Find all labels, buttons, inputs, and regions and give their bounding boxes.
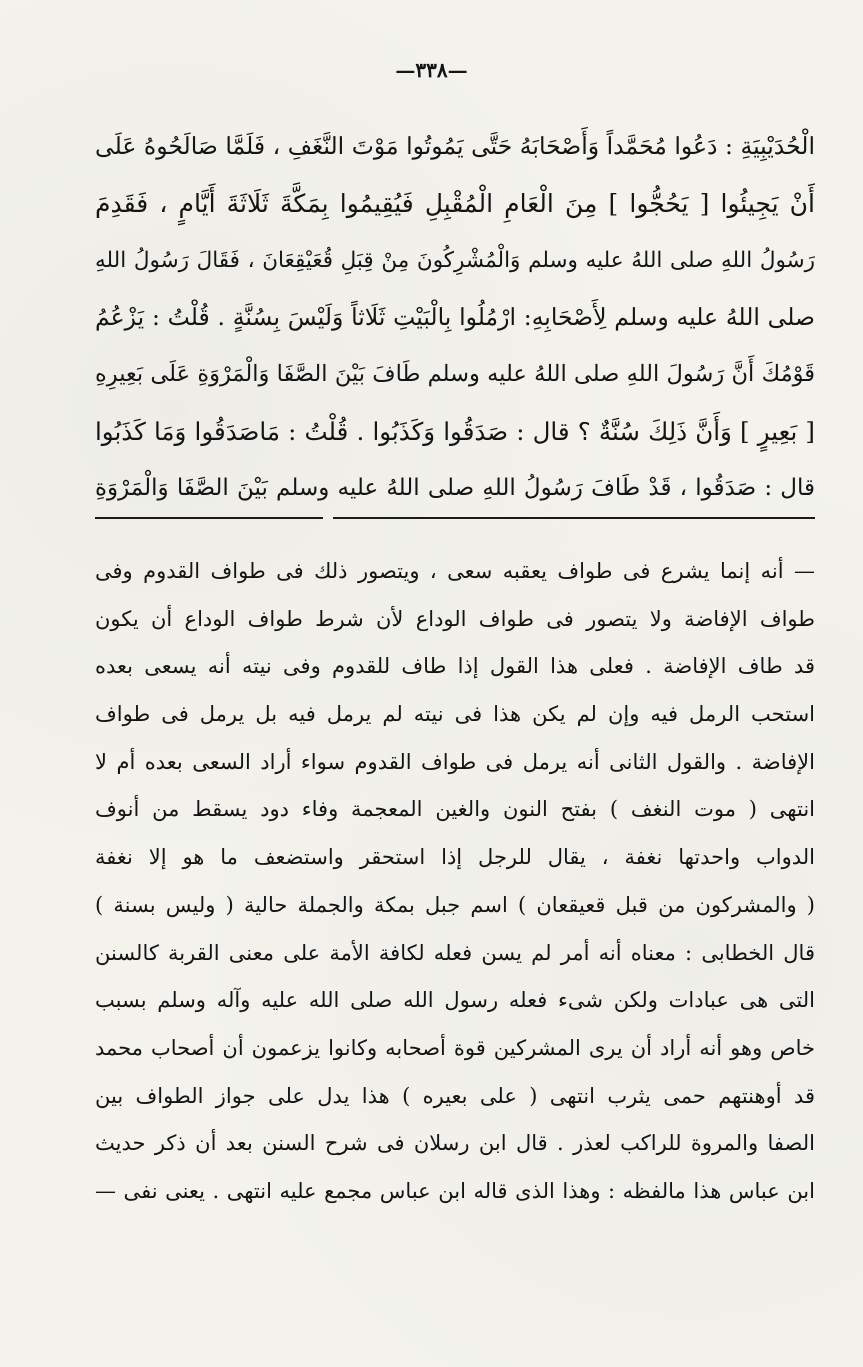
footnote-line: قد طاف الإفاضة . فعلى هذا القول إذا طاف للقدوم وفى نيته أنه يسعى بعده	[95, 654, 815, 679]
footnote-line: الصفا والمروة للراكب لعذر . قال ابن رسلان فى شرح السنن بعد أن ذكر حديث	[95, 1131, 815, 1156]
page-number: —٣٣٨—	[395, 58, 468, 82]
footnote-divider	[95, 517, 815, 519]
footnote-line: طواف الإفاضة ولا يتصور فى طواف الوداع لأن شرط طواف الوداع أن يكون	[95, 606, 815, 631]
main-text-line: [ بَعِيرٍ ] وَأَنَّ ذَلِكَ سُنَّةٌ ؟ قال : صَدَقُوا وَكَذَبُوا . قُلْتُ : مَاصَدَقُوا وَمَا كَذَبُوا	[95, 417, 815, 446]
footnotes-block	[95, 548, 815, 1216]
main-text-line: أَنْ يَجِيئُوا [ يَحُجُّوا ] مِنَ الْعَامِ الْمُقْبِلِ فَيُقِيمُوا بِمَكَّةَ ثَلَاثَةَ أَيَّامٍ ، فَقَدِمَ	[95, 189, 815, 218]
main-text-line: قَوْمُكَ أَنَّ رَسُولَ اللهِ صلى اللهُ عليه وسلم طَافَ بَيْنَ الصَّفَا وَالْمَرْوَةِ عَلَى بَعِيرِهِ	[95, 361, 815, 387]
footnote-line: قد أوهنتهم حمى يثرب انتهى ( على بعيره ) هذا يدل على جواز الطواف بين	[95, 1083, 815, 1108]
main-text-block	[95, 118, 815, 517]
main-text-line: رَسُولُ اللهِ صلى اللهُ عليه وسلم وَالْمُشْرِكُونَ مِنْ قِبَلِ قُعَيْقِعَانَ ، فَقَالَ رَسُولُ اللهِ	[95, 248, 815, 273]
divider-segment-right	[333, 517, 815, 519]
divider-segment-left	[95, 517, 323, 519]
footnote-line: الإفاضة . والقول الثانى أنه يرمل فى طواف القدوم سواء أراد السعى بعده أم لا	[95, 749, 815, 774]
footnote-line: استحب الرمل فيه وإن لم يكن هذا فى نيته لم يرمل فيه بل يرمل فى طواف	[95, 702, 815, 727]
main-text-line: الْحُدَيْبِيَةِ : دَعُوا مُحَمَّداً وَأَصْحَابَهُ حَتَّى يَمُوتُوا مَوْتَ النَّغَفِ ، فَلَمَّا صَالَحُوهُ عَلَى	[95, 132, 815, 160]
footnote-line: ابن عباس هذا مالفظه : وهذا الذى قاله ابن عباس مجمع عليه انتهى . يعنى نفى —	[95, 1178, 815, 1203]
footnote-line: قال الخطابى : معناه أنه أمر لم يسن فعله لكافة الأمة على معنى القربة كالسنن	[95, 940, 815, 965]
main-text-line: قال : صَدَقُوا ، قَدْ طَافَ رَسُولُ اللهِ صلى اللهُ عليه وسلم بَيْنَ الصَّفَا وَالْمَرْوَةِ	[95, 475, 815, 501]
footnote-line: — أنه إنما يشرع فى طواف يعقبه سعى ، ويتصور ذلك فى طواف القدوم وفى	[95, 559, 815, 583]
main-text-line: صلى اللهُ عليه وسلم لِأَصْحَابِهِ: ارْمُلُوا بِالْبَيْتِ ثَلَاثاً وَلَيْسَ بِسُنَّةٍ . قُلْتُ : يَزْعُمُ	[95, 303, 815, 331]
footnote-line: ( والمشركون من قبل قعيقعان ) اسم جبل بمكة والجملة حالية ( وليس بسنة )	[95, 892, 815, 917]
footnote-line: الدواب واحدتها نغفة ، يقال للرجل إذا استحقر واستضعف ما هو إلا نغفة	[95, 845, 815, 870]
footnote-line: انتهى ( موت النغف ) بفتح النون والغين المعجمة وفاء دود يسقط من أنوف	[95, 797, 815, 822]
footnote-line: خاص وهو أنه أراد أن يرى المشركين قوة أصحابه وكانوا يزعمون أن أصحاب محمد	[95, 1035, 815, 1060]
footnote-line: التى هى عبادات ولكن شىء فعله رسول الله صلى الله عليه وآله وسلم بسبب	[95, 988, 815, 1013]
